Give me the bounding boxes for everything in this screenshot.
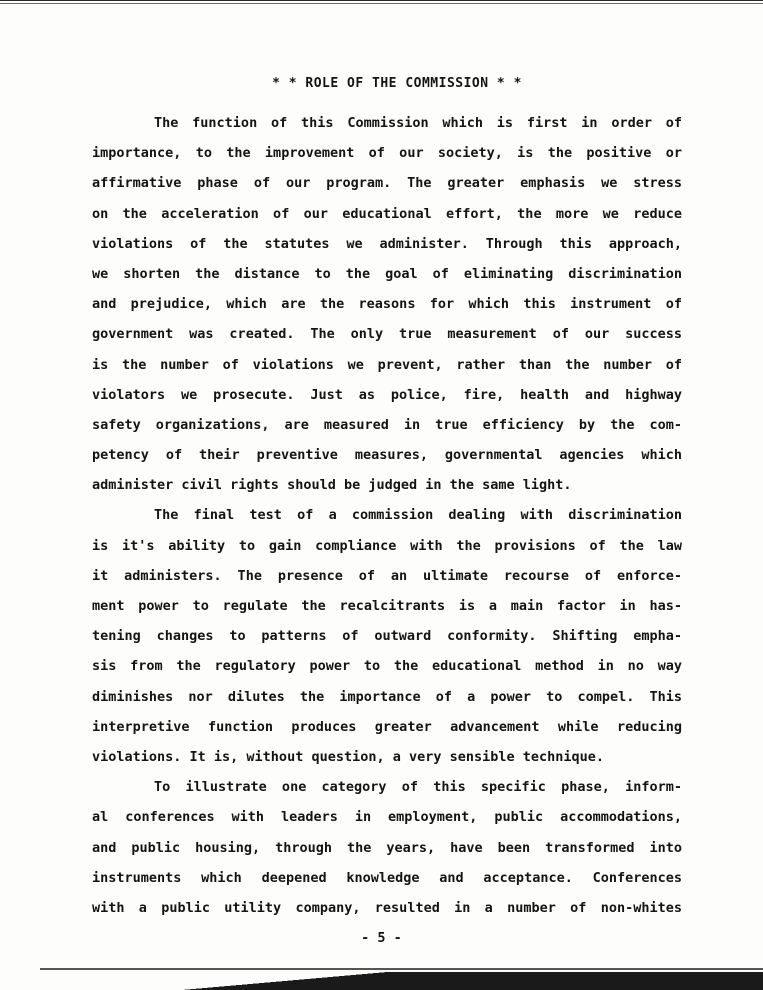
text-line: importance, to the improvement of our society, is the positive or [92, 145, 682, 162]
text-line: is it's ability to gain compliance with the provisions of the law [92, 537, 682, 554]
document-page [92, 76, 682, 923]
paragraph-2 [92, 500, 682, 772]
page-number: - 5 - [361, 930, 402, 946]
bottom-scan-rule [40, 968, 763, 970]
text-line: with a public utility company, resulted in a number of non-whites [92, 899, 682, 916]
paragraph-3 [92, 772, 682, 923]
bottom-scan-edge [0, 972, 763, 990]
text-line: diminishes nor dilutes the importance of a power to compel. This [92, 688, 682, 705]
text-line: sis from the regulatory power to the educational method in no way [92, 658, 682, 675]
paragraph-1 [92, 108, 682, 500]
text-line: instruments which deepened knowledge and acceptance. Conferences [92, 869, 682, 886]
text-line: petency of their preventive measures, governmental agencies which [92, 447, 682, 464]
text-line: safety organizations, are measured in true efficiency by the com- [92, 416, 682, 433]
text-line: The function of this Commission which is first in order of [154, 115, 682, 131]
text-line: affirmative phase of our program. The greater emphasis we stress [92, 175, 682, 192]
text-line: and public housing, through the years, have been transformed into [92, 839, 682, 856]
text-line: The final test of a commission dealing with discrimination [154, 507, 682, 524]
text-line: tening changes to patterns of outward conformity. Shifting empha- [92, 628, 682, 645]
text-line: administer civil rights should be judged in the same light. [92, 477, 572, 494]
text-line: To illustrate one category of this specific phase, inform- [154, 779, 682, 796]
text-line: is the number of violations we prevent, rather than the number of [92, 356, 682, 373]
text-line: violations of the statutes we administer. Through this approach, [92, 235, 682, 252]
text-line: it administers. The presence of an ultimate recourse of enforce- [92, 567, 682, 584]
text-line: we shorten the distance to the goal of eliminating discrimination [92, 265, 682, 282]
text-line: ment power to regulate the recalcitrants is a main factor in has- [92, 598, 682, 614]
section-heading: * * ROLE OF THE COMMISSION * * [272, 76, 522, 91]
text-line: and prejudice, which are the reasons for which this instrument of [92, 296, 682, 313]
text-line: government was created. The only true measurement of our success [92, 326, 682, 343]
text-line: al conferences with leaders in employment, public accommodations, [92, 809, 682, 826]
text-line: on the acceleration of our educational effort, the more we reduce [92, 205, 682, 222]
text-line: violators we prosecute. Just as police, fire, health and highway [92, 386, 682, 403]
top-scan-edge [0, 0, 763, 6]
text-line: interpretive function produces greater advancement while reducing [92, 718, 682, 735]
text-line: violations. It is, without question, a very sensible technique. [92, 748, 605, 765]
